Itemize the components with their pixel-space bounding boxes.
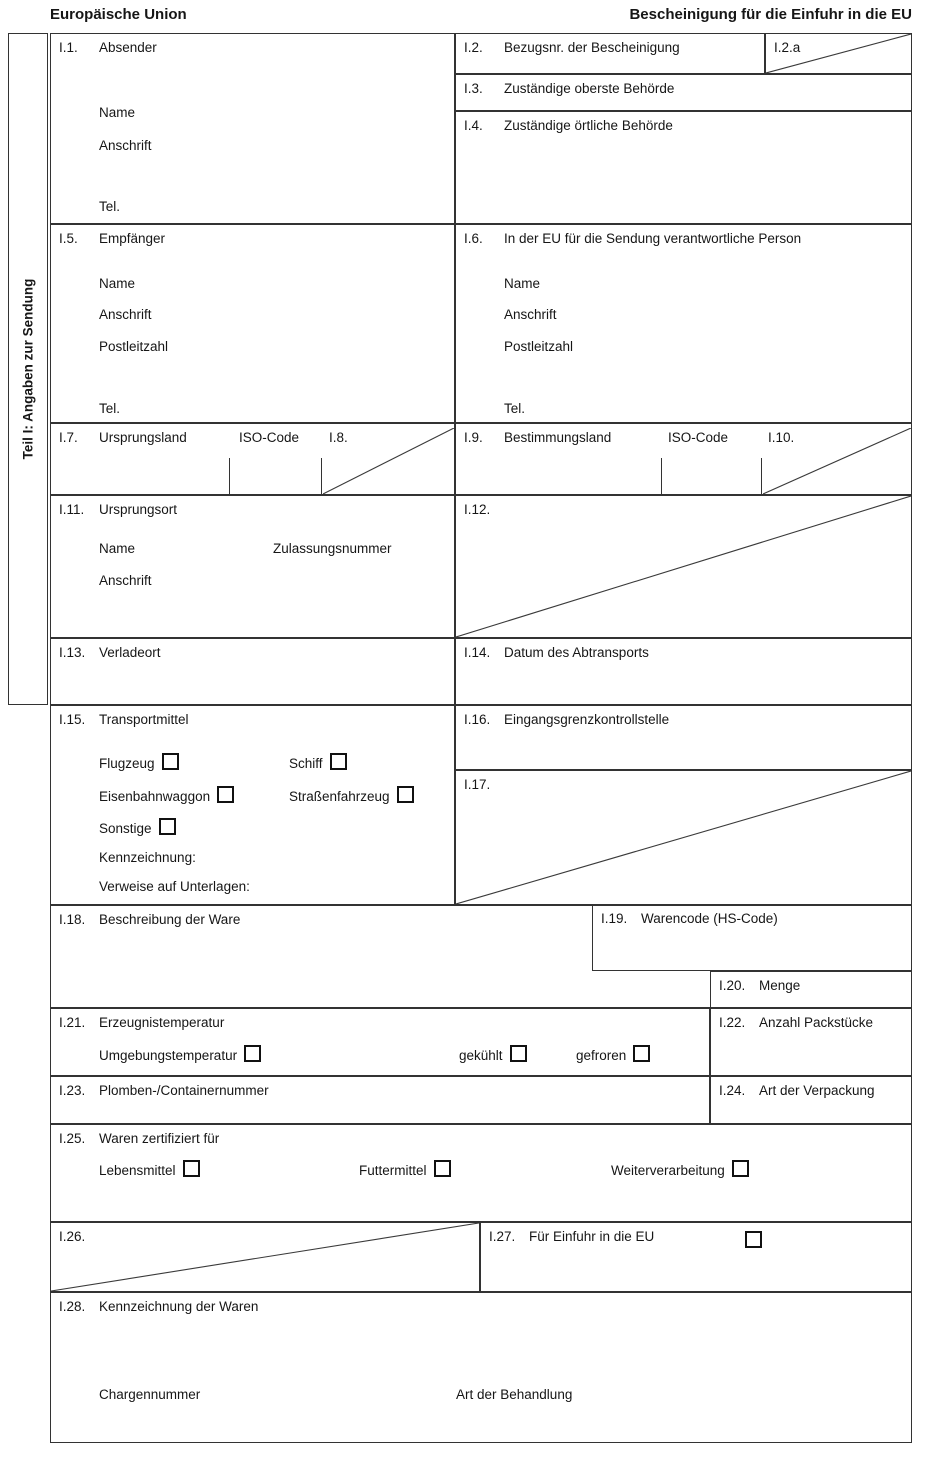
field-i7-ursprungsland <box>50 423 455 495</box>
field-i27-einfuhr-eu <box>480 1222 912 1292</box>
option-label-weiterverarbeitung: Weiterverarbeitung <box>611 1163 725 1178</box>
field-number: I.20. <box>719 978 746 993</box>
option-label-umgebungstemperatur: Umgebungstemperatur <box>99 1048 238 1063</box>
field-i8-number: I.8. <box>329 430 348 445</box>
document-title-left: Europäische Union <box>50 6 187 23</box>
option-label-schiff: Schiff <box>289 756 323 771</box>
checkbox-futtermittel[interactable] <box>434 1160 451 1177</box>
diagonal-line <box>51 1223 479 1291</box>
field-i12 <box>455 495 912 638</box>
sub-label-chargennummer: Chargennummer <box>99 1387 201 1402</box>
sub-label-tel: Tel. <box>99 401 121 416</box>
checkbox-lebensmittel[interactable] <box>183 1160 200 1177</box>
column-tick <box>761 458 762 494</box>
field-number: I.18. <box>59 912 86 927</box>
field-number: I.19. <box>601 911 628 926</box>
field-i11-ursprungsort <box>50 495 455 638</box>
diagonal-line <box>763 428 911 494</box>
field-i13-verladeort <box>50 638 455 705</box>
field-i24-art-der-verpackung <box>710 1076 912 1124</box>
checkbox-schiff[interactable] <box>330 753 347 770</box>
field-i16-eingangsgrenzkontrollstelle <box>455 705 912 770</box>
option-label-gekuehlt: gekühlt <box>459 1048 503 1063</box>
sub-label-tel: Tel. <box>504 401 526 416</box>
field-i22-anzahl-packstuecke <box>710 1008 912 1076</box>
option-label-flugzeug: Flugzeug <box>99 756 155 771</box>
iso-code-label: ISO-Code <box>668 430 729 445</box>
sub-label-name: Name <box>99 276 136 291</box>
field-number: I.5. <box>59 231 78 246</box>
checkbox-flugzeug[interactable] <box>162 753 179 770</box>
column-tick <box>661 458 662 494</box>
field-label: Verladeort <box>99 645 161 660</box>
field-i20-menge <box>710 971 912 1008</box>
field-i25-waren-zertifiziert <box>50 1124 912 1222</box>
checkbox-gefroren[interactable] <box>633 1045 650 1062</box>
option-label-sonstige: Sonstige <box>99 821 152 836</box>
field-i3-oberste-behoerde <box>455 74 912 111</box>
field-number: I.9. <box>464 430 483 445</box>
field-number: I.7. <box>59 430 78 445</box>
field-i9-bestimmungsland <box>455 423 912 495</box>
field-number: I.27. <box>489 1229 516 1244</box>
sub-label-art-der-behandlung: Art der Behandlung <box>456 1387 573 1402</box>
field-number: I.25. <box>59 1131 86 1146</box>
field-i2a <box>765 33 912 74</box>
sub-label-name: Name <box>504 276 541 291</box>
sub-label-tel: Tel. <box>99 199 121 214</box>
diagonal-line <box>323 428 454 494</box>
field-label: Bestimmungsland <box>504 430 612 445</box>
field-i21-erzeugnistemperatur <box>50 1008 710 1076</box>
column-tick <box>321 458 322 494</box>
field-i2-bezugsnr <box>455 33 765 74</box>
field-label: Beschreibung der Ware <box>99 912 241 927</box>
iso-code-label: ISO-Code <box>239 430 300 445</box>
field-label: Ursprungsland <box>99 430 187 445</box>
checkbox-eisenbahnwaggon[interactable] <box>217 786 234 803</box>
field-number: I.21. <box>59 1015 86 1030</box>
field-number: I.24. <box>719 1083 746 1098</box>
field-number: I.23. <box>59 1083 86 1098</box>
field-number: I.17. <box>464 777 491 792</box>
sub-label-postleitzahl: Postleitzahl <box>99 339 169 354</box>
sub-label-name: Name <box>99 105 136 120</box>
sub-label-verweise: Verweise auf Unterlagen: <box>99 879 250 894</box>
field-i4-oertliche-behoerde <box>455 111 912 224</box>
sub-label-anschrift: Anschrift <box>99 307 152 322</box>
diagonal-line <box>456 496 911 637</box>
field-i19-warencode <box>592 905 912 971</box>
option-label-lebensmittel: Lebensmittel <box>99 1163 176 1178</box>
document-title-right: Bescheinigung für die Einfuhr in die EU <box>629 6 912 23</box>
option-label-futtermittel: Futtermittel <box>359 1163 427 1178</box>
field-label: Empfänger <box>99 231 166 246</box>
option-label-strassenfahrzeug: Straßenfahrzeug <box>289 789 390 804</box>
field-number: I.13. <box>59 645 86 660</box>
field-label: Zuständige oberste Behörde <box>504 81 675 96</box>
field-number: I.6. <box>464 231 483 246</box>
part-one-label: Teil I: Angaben zur Sendung <box>20 278 36 460</box>
checkbox-sonstige[interactable] <box>159 818 176 835</box>
field-number: I.2. <box>464 40 483 55</box>
field-label: Menge <box>759 978 801 993</box>
field-number: I.3. <box>464 81 483 96</box>
field-label: Transportmittel <box>99 712 189 727</box>
option-label-gefroren: gefroren <box>576 1048 627 1063</box>
field-label: Datum des Abtransports <box>504 645 649 660</box>
field-label: Art der Verpackung <box>759 1083 875 1098</box>
field-number: I.15. <box>59 712 86 727</box>
field-i1-absender <box>50 33 455 224</box>
field-number: I.26. <box>59 1229 86 1244</box>
field-i6-verantwortliche-person <box>455 224 912 423</box>
field-label: Absender <box>99 40 157 55</box>
sub-label-anschrift: Anschrift <box>99 138 152 153</box>
field-i28-kennzeichnung-der-waren <box>50 1292 912 1443</box>
field-number: I.28. <box>59 1299 86 1314</box>
field-label: Bezugsnr. der Bescheinigung <box>504 40 680 55</box>
field-label: Anzahl Packstücke <box>759 1015 874 1030</box>
diagonal-line <box>456 771 911 904</box>
sub-label-postleitzahl: Postleitzahl <box>504 339 574 354</box>
part-one-sidebar <box>8 33 48 705</box>
field-label: Waren zertifiziert für <box>99 1131 220 1146</box>
field-i23-plomben-containernummer <box>50 1076 710 1124</box>
field-i17 <box>455 770 912 905</box>
checkbox-gekuehlt[interactable] <box>510 1045 527 1062</box>
field-label: Zuständige örtliche Behörde <box>504 118 673 133</box>
sub-label-anschrift: Anschrift <box>99 573 152 588</box>
field-i5-empfaenger <box>50 224 455 423</box>
field-number: I.4. <box>464 118 483 133</box>
field-label: Warencode (HS-Code) <box>641 911 778 926</box>
field-i15-transportmittel <box>50 705 455 905</box>
field-label: Kennzeichnung der Waren <box>99 1299 259 1314</box>
checkbox-weiterverarbeitung[interactable] <box>732 1160 749 1177</box>
field-i10-number: I.10. <box>768 430 795 445</box>
sub-label-kennzeichnung: Kennzeichnung: <box>99 850 196 865</box>
checkbox-strassenfahrzeug[interactable] <box>397 786 414 803</box>
field-number: I.12. <box>464 502 491 517</box>
field-label: Plomben-/Containernummer <box>99 1083 269 1098</box>
field-number: I.1. <box>59 40 78 55</box>
field-number: I.22. <box>719 1015 746 1030</box>
field-i26 <box>50 1222 480 1292</box>
checkbox-einfuhr-eu[interactable] <box>745 1231 762 1248</box>
diagonal-line <box>766 34 911 73</box>
field-label: Für Einfuhr in die EU <box>529 1229 655 1244</box>
sub-label-name: Name <box>99 541 136 556</box>
option-label-eisenbahnwaggon: Eisenbahnwaggon <box>99 789 211 804</box>
field-i14-datum-abtransport <box>455 638 912 705</box>
field-label: Erzeugnistemperatur <box>99 1015 225 1030</box>
field-number: I.2.a <box>774 40 801 55</box>
field-label: In der EU für die Sendung verantwortliche Person <box>504 231 802 246</box>
sub-label-anschrift: Anschrift <box>504 307 557 322</box>
field-number: I.14. <box>464 645 491 660</box>
field-label: Eingangsgrenzkontrollstelle <box>504 712 670 727</box>
field-number: I.11. <box>59 502 85 517</box>
sub-label-zulassungsnummer: Zulassungsnummer <box>273 541 392 556</box>
field-number: I.16. <box>464 712 491 727</box>
column-tick <box>229 458 230 494</box>
field-label: Ursprungsort <box>99 502 178 517</box>
checkbox-umgebungstemperatur[interactable] <box>244 1045 261 1062</box>
